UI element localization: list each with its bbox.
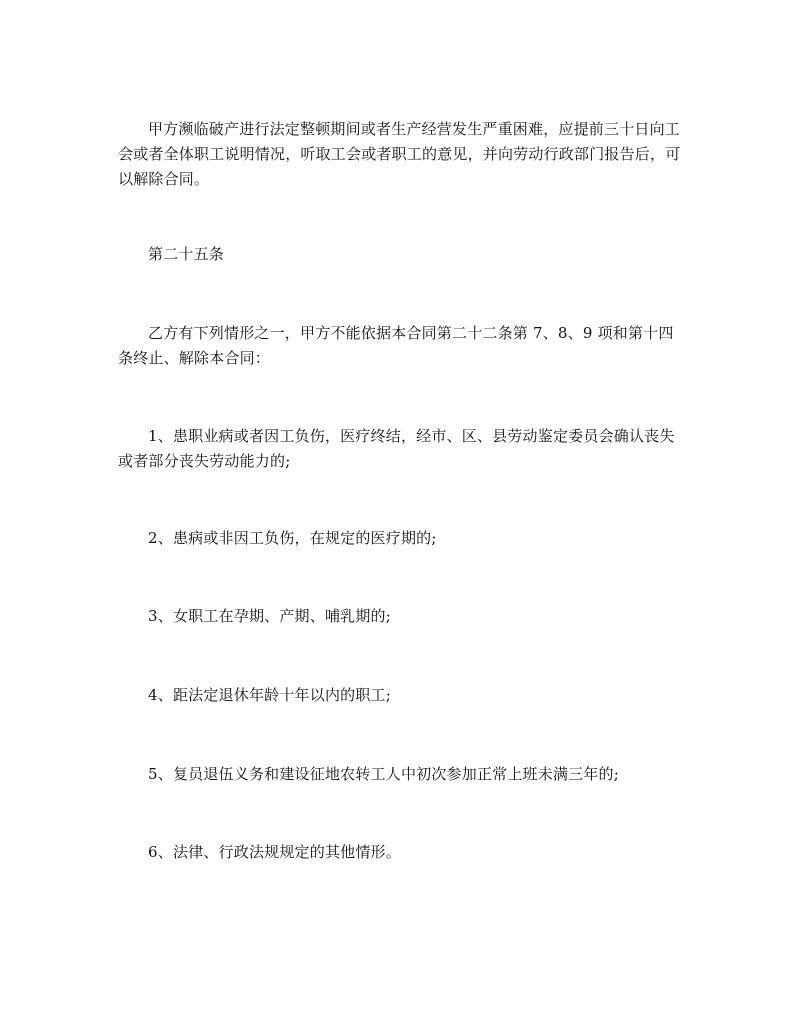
list-item-6: 6、法律、行政法规规定的其他情形。 [148, 843, 401, 861]
list-item-1: 1、患职业病或者因工负伤，医疗终结，经市、区、县劳动鉴定委员会确认丧失或者部分丧失劳动能力的; [118, 427, 675, 470]
article-heading-25: 第二十五条 [148, 245, 225, 263]
list-item-2: 2、患病或非因工负伤，在规定的医疗期的; [148, 529, 437, 547]
list-item-4: 4、距法定退休年龄十年以内的职工; [148, 686, 391, 704]
list-item-5: 5、复员退伍义务和建设征地农转工人中初次参加正常上班未满三年的; [148, 765, 620, 783]
paragraph-bankruptcy-termination: 甲方濒临破产进行法定整顿期间或者生产经营发生严重困难，应提前三十日向工会或者全体职工说明情况，听取工会或者职工的意见，并向劳动行政部门报告后，可以解除合同。 [118, 120, 681, 188]
list-item-3: 3、女职工在孕期、产期、哺乳期的; [148, 607, 391, 625]
paragraph-article-25-intro: 乙方有下列情形之一，甲方不能依据本合同第二十二条第 7、8、9 项和第十四条终止、解除本合同： [118, 324, 674, 367]
